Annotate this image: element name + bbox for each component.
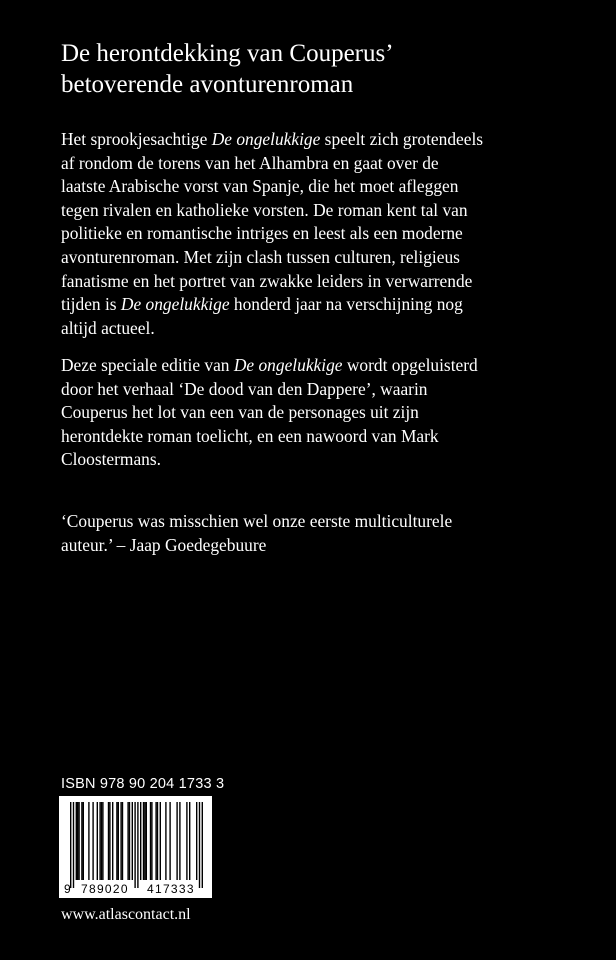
barcode [59, 796, 212, 898]
barcode-bar [176, 802, 177, 880]
barcode-bar [116, 802, 117, 880]
barcode-bar [99, 802, 100, 880]
blurb-line: af rondom de torens van het Alhambra en gaat over de [61, 152, 439, 173]
barcode-bar [76, 802, 77, 880]
barcode-bar [81, 802, 82, 880]
barcode-bar [78, 802, 79, 880]
barcode-bar [137, 802, 138, 888]
barcode-bar [157, 802, 158, 880]
barcode-bar [179, 802, 180, 880]
barcode-bar [70, 802, 71, 888]
barcode-bar [102, 802, 103, 880]
barcode-digits-right: 417333 [147, 882, 195, 896]
barcode-bar [83, 802, 84, 880]
barcode-digit-lead: 9 [64, 882, 71, 896]
barcode-bar [151, 802, 152, 880]
barcode-bar [120, 802, 121, 880]
blurb-line: politieke en romantische intriges en leest als een moderne [61, 223, 463, 244]
review-quote [61, 510, 571, 557]
barcode-bar [202, 802, 203, 888]
barcode-bar [134, 802, 135, 888]
barcode-bar [189, 802, 190, 880]
barcode-bar [122, 802, 123, 880]
blurb-line: laatste Arabische vorst van Spanje, die het moet afleggen [61, 176, 459, 197]
barcode-bar [132, 802, 133, 880]
barcode-bar [118, 802, 119, 880]
barcode-bar [143, 802, 144, 880]
barcode-bar [186, 802, 187, 880]
barcode-bar [129, 802, 130, 880]
barcode-bar [155, 802, 156, 880]
barcode-bar [196, 802, 197, 880]
barcode-bar [160, 802, 161, 880]
barcode-bar [140, 802, 141, 880]
barcode-digits [59, 882, 212, 898]
barcode-bar [73, 802, 74, 888]
headline-line: De herontdekking van Couperus’ [61, 40, 394, 67]
blurb-line: Couperus het lot van een van de personages uit zijn [61, 402, 419, 423]
barcode-bar [169, 802, 170, 880]
quote-line: ‘Couperus was misschien wel onze eerste multiculturele [61, 511, 453, 531]
blurb-line: altijd actueel. [61, 317, 155, 338]
publisher-website: www.atlascontact.nl [61, 906, 191, 923]
barcode-bar [144, 802, 145, 880]
barcode-bar [101, 802, 102, 880]
barcode-bar [109, 802, 110, 880]
quote-line: auteur.’ – Jaap Goedegebuure [61, 534, 267, 555]
blurb-line: Deze speciale editie van De ongelukkige wordt opgeluisterd [61, 355, 478, 375]
barcode-bar [88, 802, 89, 880]
barcode-bar [199, 802, 200, 888]
barcode-bar [165, 802, 166, 880]
blurb-line: tijden is De ongelukkige honderd jaar na verschijning nog [61, 294, 463, 315]
barcode-bar [150, 802, 151, 880]
barcode-bar [92, 802, 93, 880]
book-title-italic: De ongelukkige [233, 355, 343, 375]
barcode-bar [112, 802, 113, 880]
book-title-italic: De ongelukkige [120, 294, 230, 315]
blurb-line: Het sprookjesachtige De ongelukkige speelt zich grotendeels [61, 129, 484, 149]
headline [61, 38, 561, 100]
blurb-paragraph-1 [61, 128, 571, 340]
book-title-italic: De ongelukkige [211, 129, 321, 149]
blurb-line: tegen rivalen en katholieke vorsten. De roman kent tal van [61, 199, 468, 220]
blurb-line: fanatisme en het portret van zwakke leiders in verwarrende [61, 270, 473, 291]
barcode-digits-left: 789020 [81, 882, 129, 896]
blurb-line: herontdekte roman toelicht, en een nawoord van Mark [61, 425, 439, 446]
blurb-paragraph-2 [61, 354, 571, 472]
barcode-bar [108, 802, 109, 880]
barcode-bar [127, 802, 128, 880]
barcode-bar [77, 802, 78, 880]
barcode-bar [97, 802, 98, 880]
barcode-bar [146, 802, 147, 880]
blurb-line: avonturenroman. Met zijn clash tussen culturen, religieus [61, 246, 460, 267]
isbn-label: ISBN 978 90 204 1733 3 [61, 776, 225, 792]
blurb-line: door het verhaal ‘De dood van den Dappere’, waarin [61, 378, 428, 399]
blurb-line: Cloostermans. [61, 449, 161, 470]
headline-line: betoverende avonturenroman [61, 71, 354, 98]
